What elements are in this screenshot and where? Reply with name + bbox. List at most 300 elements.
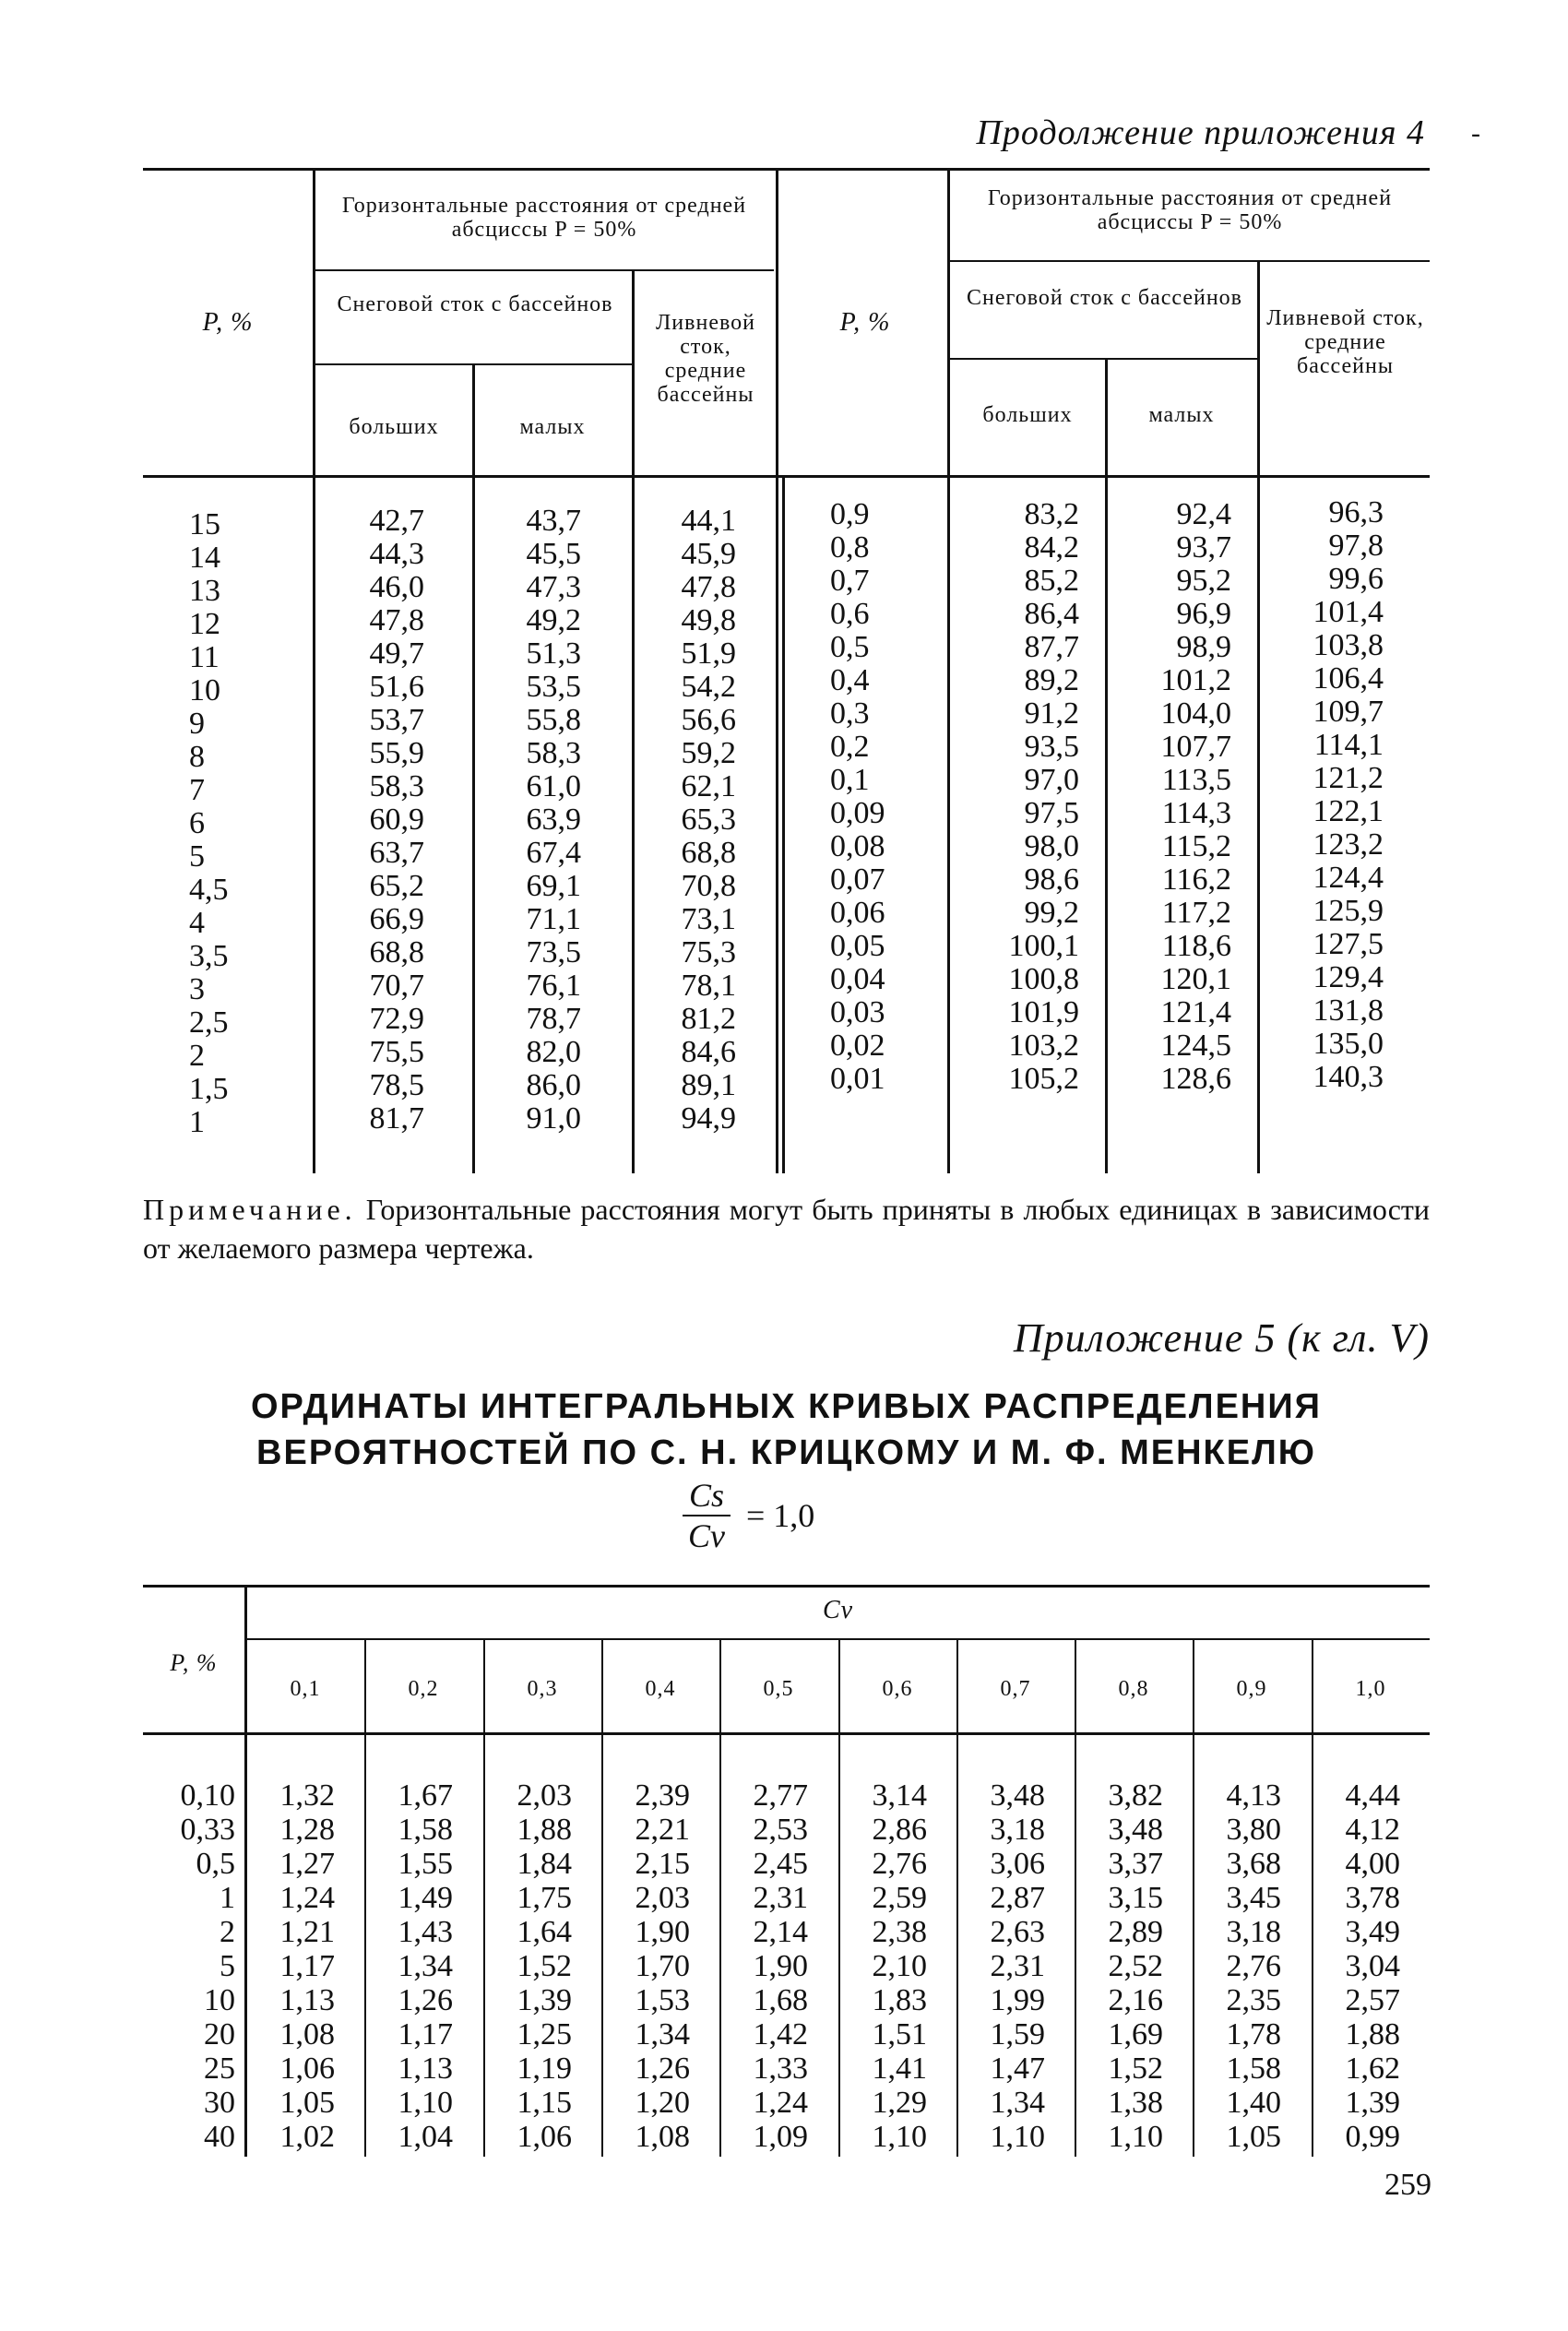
table-cell: 2,76 xyxy=(872,1847,927,1881)
table-cell: 96,3 xyxy=(1328,495,1384,529)
table-cell: 1,20 xyxy=(635,2086,690,2120)
table-cell: 42,7 xyxy=(369,504,424,538)
cv-header-cell: 0,9 xyxy=(1236,1677,1267,1701)
table-cell: 65,3 xyxy=(681,803,736,837)
table2-vrule xyxy=(601,1640,603,2157)
table-cell: 2,35 xyxy=(1226,1983,1281,2017)
table-cell: 1,10 xyxy=(1108,2120,1163,2154)
table-cell: 97,0 xyxy=(1024,763,1079,797)
table-cell: 2,16 xyxy=(1108,1983,1163,2017)
table1-right-rain-column xyxy=(1273,496,1384,1094)
table1-snow-header-right: Снеговой сток с бассейнов xyxy=(966,286,1243,310)
table2-column xyxy=(846,1778,927,2154)
table-cell: 0,9 xyxy=(830,497,870,531)
table-cell: 5 xyxy=(189,839,205,874)
table-cell: 60,9 xyxy=(369,803,424,837)
table-cell: 96,9 xyxy=(1176,597,1231,631)
table1-vrule xyxy=(776,168,778,1173)
table-cell: 13 xyxy=(189,574,220,608)
cv-header-cell: 1,0 xyxy=(1355,1677,1386,1701)
table1-rule xyxy=(949,358,1257,360)
table-cell: 121,2 xyxy=(1313,761,1384,795)
table-cell: 49,2 xyxy=(526,603,581,637)
table2-column xyxy=(609,1778,690,2154)
table-cell: 1,04 xyxy=(398,2120,453,2154)
table-cell: 54,2 xyxy=(681,670,736,704)
table-cell: 0,7 xyxy=(830,564,870,598)
table-cell: 94,9 xyxy=(681,1101,736,1136)
table-cell: 3,48 xyxy=(990,1778,1045,1813)
table-cell: 1,75 xyxy=(517,1881,572,1915)
table2-vrule xyxy=(719,1640,721,2157)
table2-column xyxy=(1319,1778,1400,2154)
table-cell: 0,33 xyxy=(180,1813,235,1847)
table-cell: 11 xyxy=(189,640,220,674)
table1-right-large-column xyxy=(968,498,1079,1096)
table-cell: 103,2 xyxy=(1008,1029,1079,1063)
table-cell: 63,7 xyxy=(369,836,424,870)
table-cell: 1,83 xyxy=(872,1983,927,2017)
table-cell: 73,5 xyxy=(526,935,581,969)
table1-snow-header-left: Снеговой сток с бассейнов xyxy=(337,292,613,316)
table2-p-header: P, % xyxy=(170,1649,218,1676)
table-cell: 2,87 xyxy=(990,1881,1045,1915)
table-cell: 10 xyxy=(204,1983,235,2017)
table-cell: 2,89 xyxy=(1108,1915,1163,1949)
table-cell: 1,78 xyxy=(1226,2017,1281,2052)
table-cell: 81,7 xyxy=(369,1101,424,1136)
table-cell: 46,0 xyxy=(369,570,424,604)
table-cell: 0,8 xyxy=(830,530,870,565)
table1-top-rule xyxy=(143,168,1430,171)
table-cell: 2,15 xyxy=(635,1847,690,1881)
table-cell: 1,43 xyxy=(398,1915,453,1949)
table1-rule xyxy=(313,269,774,271)
table-cell: 53,7 xyxy=(369,703,424,737)
cv-header-cell: 0,4 xyxy=(645,1677,676,1701)
table-cell: 123,2 xyxy=(1313,827,1384,862)
table-cell: 70,8 xyxy=(681,869,736,903)
table1-left-large-column xyxy=(337,505,424,1136)
table-cell: 98,0 xyxy=(1024,829,1079,863)
table-cell: 117,2 xyxy=(1161,896,1231,930)
table-cell: 1,58 xyxy=(398,1813,453,1847)
table-cell: 87,7 xyxy=(1024,630,1079,664)
table-cell: 91,2 xyxy=(1024,696,1079,731)
table-cell: 15 xyxy=(189,507,220,541)
table-cell: 1,69 xyxy=(1108,2017,1163,2052)
table-cell: 1,06 xyxy=(279,2052,335,2086)
table-cell: 2,76 xyxy=(1226,1949,1281,1983)
table-cell: 76,1 xyxy=(526,969,581,1003)
table-cell: 51,3 xyxy=(526,636,581,671)
table-cell: 1,67 xyxy=(398,1778,453,1813)
table-cell: 1,10 xyxy=(990,2120,1045,2154)
table-cell: 3,45 xyxy=(1226,1881,1281,1915)
table1-small-header-right: малых xyxy=(1148,403,1215,427)
table-cell: 55,9 xyxy=(369,736,424,770)
table-cell: 0,5 xyxy=(830,630,870,664)
table1-rain-header-left: Ливневой сток, средние бассейны xyxy=(656,311,755,407)
table-cell: 92,4 xyxy=(1176,497,1231,531)
table-cell: 0,03 xyxy=(830,995,885,1029)
table-cell: 2,03 xyxy=(635,1881,690,1915)
table-cell: 86,0 xyxy=(526,1068,581,1102)
table2-top-rule xyxy=(143,1585,1430,1588)
table-cell: 62,1 xyxy=(681,769,736,803)
table-cell: 125,9 xyxy=(1313,894,1384,928)
table2-column xyxy=(964,1778,1045,2154)
table-cell: 1,05 xyxy=(1226,2120,1281,2154)
formula-numerator: Cs xyxy=(683,1476,731,1516)
table-cell: 72,9 xyxy=(369,1002,424,1036)
table-cell: 97,5 xyxy=(1024,796,1079,830)
table1-rule xyxy=(949,260,1430,262)
table-cell: 45,5 xyxy=(526,537,581,571)
table-cell: 73,1 xyxy=(681,902,736,936)
table-cell: 1,29 xyxy=(872,2086,927,2120)
table-cell: 1,05 xyxy=(279,2086,335,2120)
table-cell: 1,34 xyxy=(398,1949,453,1983)
table-cell: 1,52 xyxy=(1108,2052,1163,2086)
table-cell: 1,39 xyxy=(517,1983,572,2017)
table-cell: 120,1 xyxy=(1160,962,1231,996)
table1-p-header-left: P, % xyxy=(202,308,254,337)
table-cell: 127,5 xyxy=(1313,927,1384,961)
table-cell: 67,4 xyxy=(526,836,581,870)
table-cell: 99,6 xyxy=(1328,562,1384,596)
table-cell: 5 xyxy=(220,1949,235,1983)
table-cell: 3,06 xyxy=(990,1847,1045,1881)
table-cell: 4,12 xyxy=(1345,1813,1400,1847)
table-cell: 91,0 xyxy=(526,1101,581,1136)
table-cell: 4,5 xyxy=(189,873,229,907)
table-cell: 1,88 xyxy=(517,1813,572,1847)
table-cell: 135,0 xyxy=(1313,1027,1384,1061)
table-cell: 2,5 xyxy=(189,1005,229,1040)
table-cell: 4,13 xyxy=(1226,1778,1281,1813)
table-cell: 25 xyxy=(204,2052,235,2086)
table-cell: 40 xyxy=(204,2120,235,2154)
table-cell: 63,9 xyxy=(526,803,581,837)
table-cell: 1,52 xyxy=(517,1949,572,1983)
table-cell: 0,99 xyxy=(1345,2120,1400,2154)
cv-header-cell: 0,3 xyxy=(527,1677,558,1701)
table1-group-header-left: Горизонтальные расстояния от средней абсциссы P = 50% xyxy=(341,194,747,242)
table-cell: 1,88 xyxy=(1345,2017,1400,2052)
table-cell: 140,3 xyxy=(1313,1060,1384,1094)
table-cell: 3,18 xyxy=(1226,1915,1281,1949)
table-cell: 86,4 xyxy=(1024,597,1079,631)
table-cell: 1,41 xyxy=(872,2052,927,2086)
table-cell: 68,8 xyxy=(681,836,736,870)
table2-column xyxy=(727,1778,808,2154)
table-cell: 14 xyxy=(189,541,220,575)
table-cell: 3,78 xyxy=(1345,1881,1400,1915)
running-dash: - xyxy=(1471,118,1480,149)
table-cell: 0,01 xyxy=(830,1062,885,1096)
table-cell: 0,02 xyxy=(830,1029,885,1063)
table-cell: 1,32 xyxy=(279,1778,335,1813)
table-cell: 89,1 xyxy=(681,1068,736,1102)
table-cell: 1,34 xyxy=(635,2017,690,2052)
note-lead: Примечание. xyxy=(143,1193,357,1226)
table2-vrule xyxy=(1193,1640,1194,2157)
table-cell: 0,5 xyxy=(196,1847,235,1881)
table-cell: 1,64 xyxy=(517,1915,572,1949)
table-cell: 45,9 xyxy=(681,537,736,571)
table-cell: 2,38 xyxy=(872,1915,927,1949)
table-cell: 1,84 xyxy=(517,1847,572,1881)
table-cell: 8 xyxy=(189,740,205,774)
table-cell: 1,99 xyxy=(990,1983,1045,2017)
table-cell: 115,2 xyxy=(1161,829,1231,863)
table2-vrule xyxy=(1075,1640,1076,2157)
table-cell: 82,0 xyxy=(526,1035,581,1069)
table-cell: 100,8 xyxy=(1008,962,1079,996)
table-cell: 47,8 xyxy=(369,603,424,637)
table1-vrule xyxy=(632,269,635,1173)
table-cell: 20 xyxy=(204,2017,235,2052)
table1-left-small-column xyxy=(493,505,581,1136)
table-cell: 1,58 xyxy=(1226,2052,1281,2086)
table-cell: 3,15 xyxy=(1108,1881,1163,1915)
table-cell: 84,2 xyxy=(1024,530,1079,565)
table-cell: 101,4 xyxy=(1313,595,1384,629)
table-cell: 49,8 xyxy=(681,603,736,637)
table2-column xyxy=(1200,1778,1281,2154)
table-cell: 2,53 xyxy=(753,1813,808,1847)
table2-header-rule xyxy=(143,1732,1430,1735)
table-cell: 4,00 xyxy=(1345,1847,1400,1881)
table-cell: 44,3 xyxy=(369,537,424,571)
appendix-label: Приложение 5 (к гл. V) xyxy=(1013,1315,1430,1361)
table-cell: 104,0 xyxy=(1160,696,1231,731)
table-cell: 2,52 xyxy=(1108,1949,1163,1983)
table-cell: 124,5 xyxy=(1160,1029,1231,1063)
table-cell: 3,48 xyxy=(1108,1813,1163,1847)
table-cell: 1,26 xyxy=(635,2052,690,2086)
table-cell: 56,6 xyxy=(681,703,736,737)
table-cell: 53,5 xyxy=(526,670,581,704)
table1-left-p-column xyxy=(189,508,244,1139)
table-cell: 12 xyxy=(189,607,220,641)
page-title xyxy=(143,1384,1430,1476)
formula-fraction xyxy=(683,1476,731,1555)
table2-column xyxy=(254,1778,335,2154)
table-cell: 84,6 xyxy=(681,1035,736,1069)
table-cell: 75,3 xyxy=(681,935,736,969)
table-cell: 1,40 xyxy=(1226,2086,1281,2120)
table-cell: 78,5 xyxy=(369,1068,424,1102)
table-cell: 61,0 xyxy=(526,769,581,803)
table1-vrule xyxy=(1105,358,1108,1173)
table-cell: 114,3 xyxy=(1161,796,1231,830)
table-cell: 109,7 xyxy=(1313,695,1384,729)
table-cell: 3,82 xyxy=(1108,1778,1163,1813)
table2-column xyxy=(1082,1778,1163,2154)
table2-cv-header: Cv xyxy=(822,1596,854,1624)
table-cell: 2,59 xyxy=(872,1881,927,1915)
table-cell: 1,09 xyxy=(753,2120,808,2154)
table-cell: 1,28 xyxy=(279,1813,335,1847)
table1-vrule xyxy=(472,363,475,1173)
table-cell: 78,7 xyxy=(526,1002,581,1036)
cv-header-cell: 0,1 xyxy=(290,1677,321,1701)
table-cell: 10 xyxy=(189,673,220,708)
table-cell: 70,7 xyxy=(369,969,424,1003)
table-cell: 1,08 xyxy=(635,2120,690,2154)
table-cell: 2,39 xyxy=(635,1778,690,1813)
cv-header-cell: 0,6 xyxy=(882,1677,913,1701)
table-cell: 47,3 xyxy=(526,570,581,604)
table1-vrule xyxy=(947,168,950,1173)
table-cell: 4 xyxy=(189,906,205,940)
table-cell: 3,80 xyxy=(1226,1813,1281,1847)
table-cell: 3,04 xyxy=(1345,1949,1400,1983)
table-cell: 3,18 xyxy=(990,1813,1045,1847)
table2-vrule xyxy=(1312,1640,1313,2157)
table-cell: 1,24 xyxy=(753,2086,808,2120)
table-cell: 0,09 xyxy=(830,796,885,830)
table-cell: 85,2 xyxy=(1024,564,1079,598)
table-cell: 2,45 xyxy=(753,1847,808,1881)
table-cell: 98,6 xyxy=(1024,862,1079,897)
table-cell: 1,02 xyxy=(279,2120,335,2154)
table-cell: 2,31 xyxy=(753,1881,808,1915)
table-cell: 66,9 xyxy=(369,902,424,936)
cv-header-cell: 0,8 xyxy=(1118,1677,1149,1701)
table-cell: 98,9 xyxy=(1176,630,1231,664)
table-cell: 103,8 xyxy=(1313,628,1384,662)
table-cell: 3 xyxy=(189,972,205,1006)
table-cell: 2,14 xyxy=(753,1915,808,1949)
table-cell: 97,8 xyxy=(1328,529,1384,563)
cv-header-cell: 0,7 xyxy=(1000,1677,1031,1701)
table2-vrule xyxy=(364,1640,366,2157)
table1-vrule xyxy=(782,477,785,1173)
table1-rain-header-right: Ливневой сток, средние бассейны xyxy=(1266,306,1424,378)
table-cell: 1,51 xyxy=(872,2017,927,2052)
table-cell: 89,2 xyxy=(1024,663,1079,697)
table-cell: 43,7 xyxy=(526,504,581,538)
table-cell: 113,5 xyxy=(1161,763,1231,797)
table-cell: 69,1 xyxy=(526,869,581,903)
page-number: 259 xyxy=(1384,2168,1431,2202)
table-cell: 105,2 xyxy=(1008,1062,1079,1096)
table1-right-small-column xyxy=(1121,498,1231,1096)
table-cell: 1,59 xyxy=(990,2017,1045,2052)
table-cell: 68,8 xyxy=(369,935,424,969)
table1-right-p-column xyxy=(830,498,904,1096)
table2-vrule xyxy=(956,1640,958,2157)
table-cell: 1,33 xyxy=(753,2052,808,2086)
note-text: Горизонтальные расстояния могут быть приняты в любых единицах в зависимости от желаемого размера чертежа. xyxy=(143,1193,1430,1265)
table-cell: 0,04 xyxy=(830,962,885,996)
table-cell: 9 xyxy=(189,707,205,741)
table2-vrule xyxy=(244,1585,247,2157)
table-cell: 1,62 xyxy=(1345,2052,1400,2086)
cv-header-cell: 0,5 xyxy=(763,1677,794,1701)
table-cell: 59,2 xyxy=(681,736,736,770)
table-cell: 1,38 xyxy=(1108,2086,1163,2120)
table-cell: 101,2 xyxy=(1160,663,1231,697)
table-cell: 1,13 xyxy=(279,1983,335,2017)
table-cell: 3,14 xyxy=(872,1778,927,1813)
table-cell: 122,1 xyxy=(1313,794,1384,828)
cv-header-cell: 0,2 xyxy=(408,1677,439,1701)
table-note xyxy=(143,1190,1430,1267)
table-cell: 1,90 xyxy=(635,1915,690,1949)
table-cell: 124,4 xyxy=(1313,861,1384,895)
table-cell: 1,10 xyxy=(872,2120,927,2154)
table-cell: 71,1 xyxy=(526,902,581,936)
table-cell: 3,49 xyxy=(1345,1915,1400,1949)
table1-large-header-left: больших xyxy=(349,415,439,439)
table-cell: 2,77 xyxy=(753,1778,808,1813)
table-cell: 1,27 xyxy=(279,1847,335,1881)
table-cell: 1,15 xyxy=(517,2086,572,2120)
table-cell: 1,06 xyxy=(517,2120,572,2154)
table2-vrule xyxy=(483,1640,485,2157)
table1-large-header-right: больших xyxy=(982,403,1073,427)
table-cell: 2,86 xyxy=(872,1813,927,1847)
table-cell: 83,2 xyxy=(1024,497,1079,531)
table2-column xyxy=(491,1778,572,2154)
table-cell: 2 xyxy=(220,1915,235,1949)
table2-p-column xyxy=(143,1778,235,2154)
table-cell: 116,2 xyxy=(1161,862,1231,897)
table-cell: 1 xyxy=(220,1881,235,1915)
table-cell: 2,63 xyxy=(990,1915,1045,1949)
formula xyxy=(683,1476,814,1555)
table-cell: 1,34 xyxy=(990,2086,1045,2120)
table-cell: 1,10 xyxy=(398,2086,453,2120)
table-cell: 51,6 xyxy=(369,670,424,704)
table-cell: 30 xyxy=(204,2086,235,2120)
table-cell: 0,08 xyxy=(830,829,885,863)
table-cell: 121,4 xyxy=(1160,995,1231,1029)
title-line-1: ОРДИНАТЫ ИНТЕГРАЛЬНЫХ КРИВЫХ РАСПРЕДЕЛЕНИЯ xyxy=(251,1387,1322,1426)
table-cell: 3,37 xyxy=(1108,1847,1163,1881)
table-cell: 6 xyxy=(189,806,205,840)
table-cell: 106,4 xyxy=(1313,661,1384,696)
table1-p-header-right: P, % xyxy=(839,308,891,337)
table-cell: 2,21 xyxy=(635,1813,690,1847)
table-cell: 114,1 xyxy=(1313,728,1384,762)
table-cell: 1,17 xyxy=(398,2017,453,2052)
table-cell: 0,3 xyxy=(830,696,870,731)
table-cell: 1,26 xyxy=(398,1983,453,2017)
table-cell: 2,03 xyxy=(517,1778,572,1813)
table-cell: 2,10 xyxy=(872,1949,927,1983)
table1-vrule xyxy=(313,168,315,1173)
table1-small-header-left: малых xyxy=(519,415,586,439)
table-cell: 99,2 xyxy=(1024,896,1079,930)
table-cell: 1,49 xyxy=(398,1881,453,1915)
table-cell: 0,05 xyxy=(830,929,885,963)
table-cell: 1,68 xyxy=(753,1983,808,2017)
table2-vrule xyxy=(838,1640,840,2157)
table-cell: 51,9 xyxy=(681,636,736,671)
table-cell: 1,39 xyxy=(1345,2086,1400,2120)
table-cell: 2,57 xyxy=(1345,1983,1400,2017)
table-cell: 0,1 xyxy=(830,763,870,797)
table-cell: 1,25 xyxy=(517,2017,572,2052)
table-cell: 93,7 xyxy=(1176,530,1231,565)
table1-left-rain-column xyxy=(648,505,736,1136)
table-cell: 58,3 xyxy=(526,736,581,770)
